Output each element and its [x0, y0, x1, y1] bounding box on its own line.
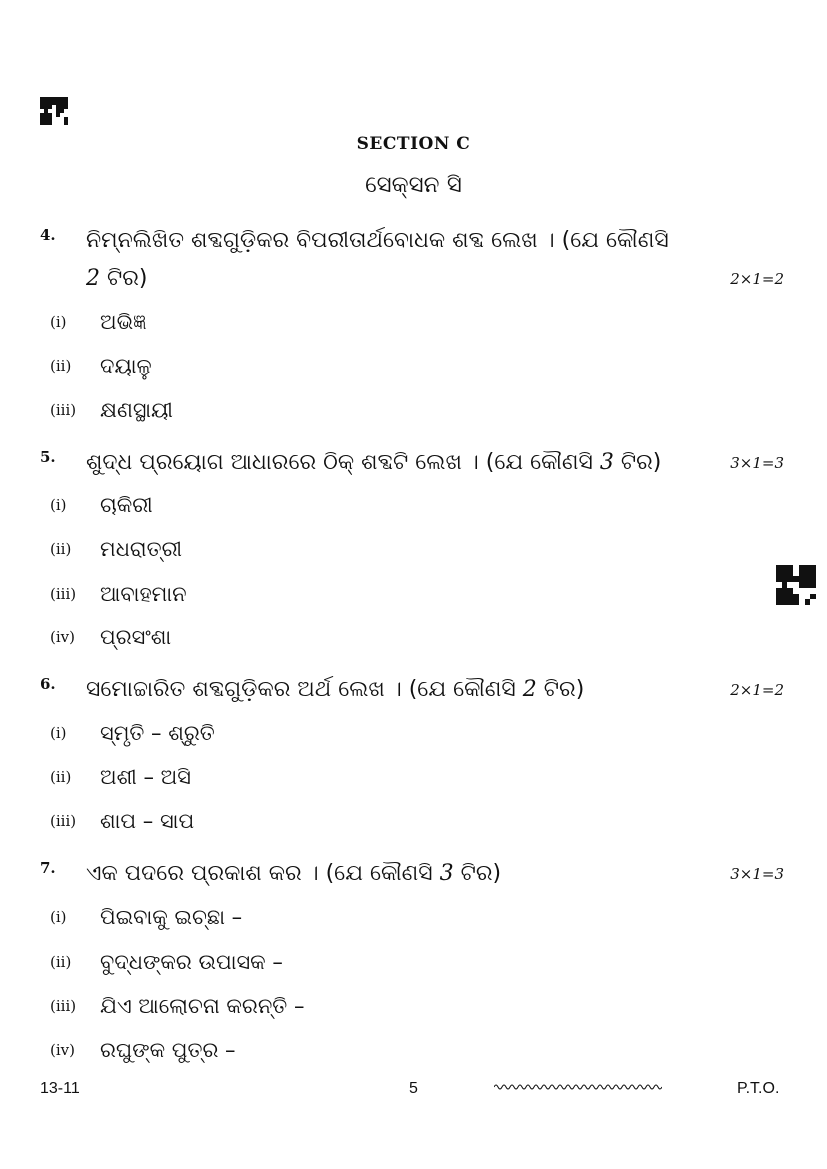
- paper-code: 13-11: [40, 1080, 80, 1097]
- question-number: 5.: [40, 448, 56, 466]
- option: (iii) କ୍ଷଣସ୍ଥାୟୀ: [50, 397, 173, 422]
- question-text: ଶୁଦ୍ଧ ପ୍ରୟୋଗ ଆଧାରରେ ଠିକ୍ ଶବ୍ଦଟି ଲେଖ । (ଯେ କୌଣସି 3 ଟିର): [86, 450, 662, 475]
- option: (i) ପିଇବାକୁ ଇଚ୍ଛା –: [50, 904, 243, 929]
- option: (i) ଅଭିଜ୍ଞ: [50, 309, 147, 334]
- option: (iii) ଶାପ – ସାପ: [50, 808, 195, 833]
- option: (iv) ପ୍ରସଂଶା: [50, 624, 172, 649]
- option: (ii) ଦୟାଳୁ: [50, 353, 152, 378]
- question-text: ଏକ ପଦରେ ପ୍ରକାଶ କର । (ଯେ କୌଣସି 3 ଟିର): [86, 861, 502, 886]
- question-number: 6.: [40, 675, 56, 693]
- pto-text: P.T.O.: [737, 1080, 780, 1097]
- option: (i) ସ୍ମୃତି – ଶ୍ରୁତି: [50, 720, 215, 745]
- qr-module: [64, 121, 68, 125]
- qr-code-icon: [776, 565, 816, 605]
- question-number: 4.: [40, 226, 56, 244]
- section-title: SECTION C: [356, 134, 471, 154]
- marks: 3×1=3: [730, 454, 784, 472]
- page-number: 5: [409, 1080, 418, 1097]
- option: (ii) ବୁଦ୍ଧଙ୍କର ଉପାସକ –: [50, 949, 283, 974]
- qr-module: [810, 599, 816, 605]
- option: (i) ଚାକିରୀ: [50, 492, 153, 517]
- marks: 2×1=2: [730, 681, 784, 699]
- marks: 3×1=3: [730, 865, 784, 883]
- option: (iii) ଯିଏ ଆଲୋଚନା କରନ୍ତି –: [50, 993, 305, 1018]
- option: (ii) ଅଶୀ – ଅସି: [50, 764, 191, 789]
- option: (iv) ରଘୁଙ୍କ ପୁତ୍ର –: [50, 1037, 236, 1062]
- question-number: 7.: [40, 859, 56, 877]
- wavy-line-icon: [494, 1082, 662, 1092]
- section-subtitle: ସେକ୍ସନ ସି: [365, 172, 462, 198]
- question-text: ନିମ୍ନଲିଖିତ ଶବ୍ଦଗୁଡ଼ିକର ବିପରୀତାର୍ଥବୋଧକ ଶବ୍ଦ ଲେଖ । (ଯେ କୌଣସି 2 ଟିର): [86, 228, 669, 291]
- option: (ii) ମଧରାତ୍ରୀ: [50, 536, 183, 561]
- marks: 2×1=2: [730, 270, 784, 288]
- question-text: ସମୋଚ୍ଚାରିତ ଶବ୍ଦଗୁଡ଼ିକର ଅର୍ଥ ଲେଖ । (ଯେ କୌଣସି 2 ଟିର): [86, 677, 585, 702]
- qr-code-icon: [40, 97, 68, 125]
- option: (iii) ଆବାହମାନ: [50, 581, 187, 606]
